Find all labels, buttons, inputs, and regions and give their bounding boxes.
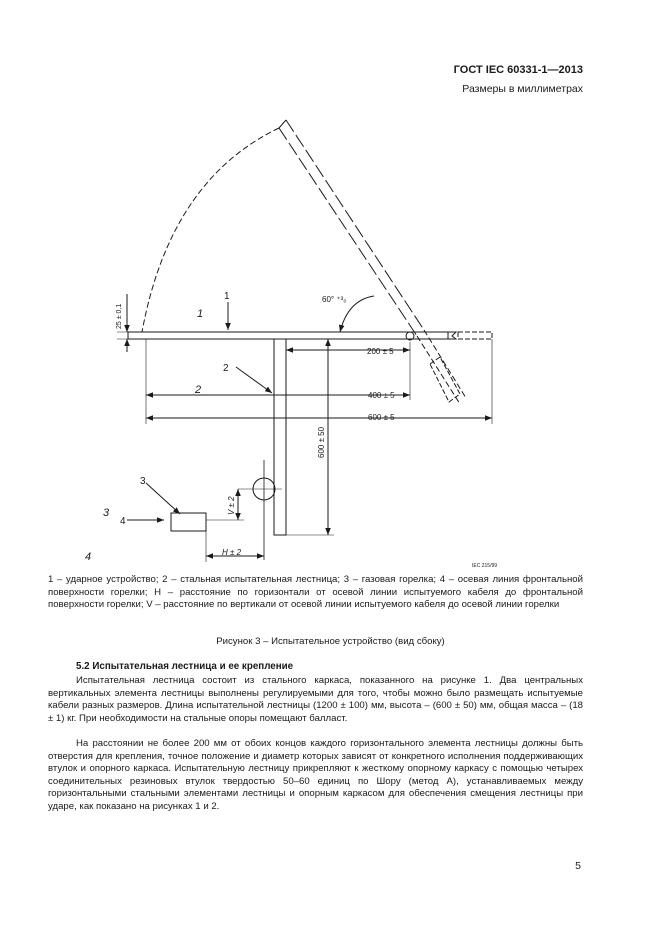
hammer-arm-top [279,128,417,336]
dim-H: H ± 2 [222,548,242,557]
units-note: Размеры в миллиметрах [462,83,583,95]
callout-4: 4 [120,516,126,527]
callout-1: 1 [224,291,230,302]
gas-burner [171,513,206,531]
figure-title: Рисунок 3 – Испытательное устройство (вид сбоку) [216,636,445,647]
italic-3: 3 [103,507,110,519]
hammer-bar [128,332,448,339]
paragraph-1: Испытательная лестница состоит из стального каркаса, показанного на рисунке 1. Два центральных вертикальных элемента лестницы выполнены регулируемыми для того, чтобы можно было размещать испытуемые кабели разных размеров. Длина испытательной лестницы (1200 ± 100) мм, высота – (600 ± 50) мм, общая масса – (18 ± 1) кг. При необходимости на стальные опоры помещают балласт. [48,675,583,724]
paragraph-2: На расстоянии не более 200 мм от обоих концов каждого горизонтального элемента лестницы должны быть отверстия для крепления, точное положение и диаметр которых зависят от конкретного исполнения поддерживающих втулок и опорного каркаса. Испытательную лестницу прикрепляют к жесткому опорному каркасу с помощью четырех соединительных резиновых втулок твердостью 50–60 единиц по Шору (метод А), устанавливаемых между горизонтальными стальными элементами лестницы и опорным каркасом для обеспечения смещения лестницы при ударе, как показано на рисунках 1 и 2. [48,738,583,812]
dim-600-h: 600 ± 5 [368,413,395,422]
figure-code: IEC 215/99 [472,563,498,569]
standard-number: ГОСТ IEC 60331-1—2013 [453,64,583,76]
hammer-arm-bottom [286,120,424,330]
angle-label: 60° ⁺³₀ [322,295,347,304]
callout-2: 2 [223,363,229,374]
test-ladder [274,339,286,535]
italic-4: 4 [85,551,92,563]
dim-200: 200 ± 5 [367,347,394,356]
dim-400: 400 ± 5 [368,391,395,400]
dim-V: V ± 2 [227,496,236,515]
figure-legend: 1 – ударное устройство; 2 – стальная испытательная лестница; 3 – газовая горелка; 4 – осевая линия фронтальной поверхности горелки; H – расстояние по горизонтали от осевой линии испытуемого кабеля до фронтальной поверхности горелки; V – расстояние по вертикали от осевой линии испытуемого кабеля до осевой линии горелки [48,574,583,611]
dim-600-v: 600 ± 50 [317,426,326,458]
dim-25: 25 ± 0,1 [116,303,123,329]
swing-arc [142,128,279,332]
italic-2: 2 [195,384,202,396]
section-title: 5.2 Испытательная лестница и ее крепление [76,661,294,672]
callout-3: 3 [140,476,146,487]
italic-1: 1 [197,308,204,320]
page-number: 5 [575,860,581,872]
